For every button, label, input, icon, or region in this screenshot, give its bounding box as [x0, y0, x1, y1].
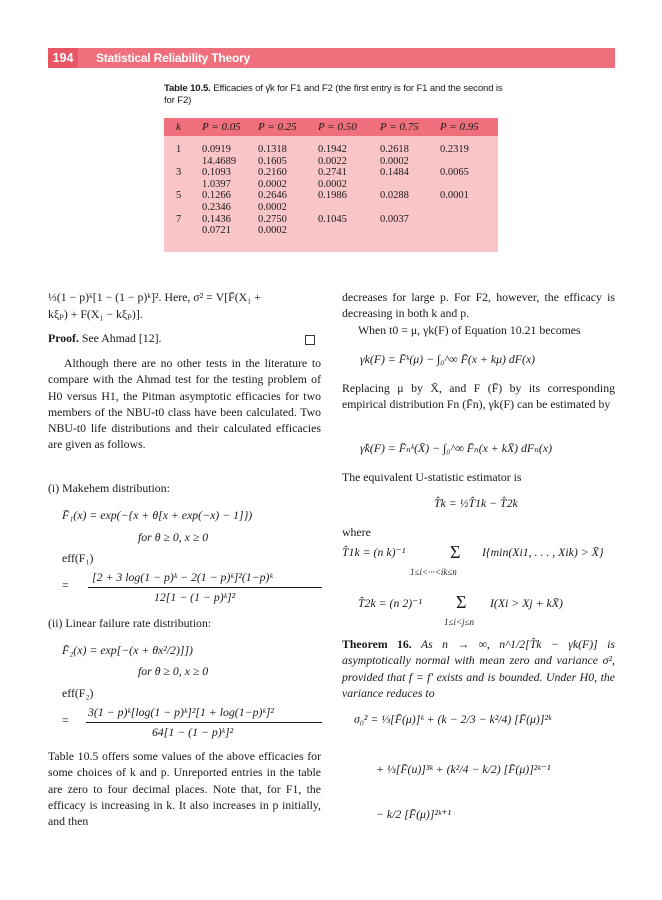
table-cell: 0.1093 [202, 167, 231, 179]
equation-gamma-hat-lhs: γ̂k(F) = [360, 441, 399, 455]
table-cell: 0.1318 [258, 144, 287, 155]
equation-gamma [360, 352, 535, 367]
table-cell: 0.0065 [440, 167, 469, 179]
table-cell: 14.4689 [202, 155, 237, 167]
left-paragraph-2: Table 10.5 offers some values of the above efficacies for some choices of k and p. Unreported entries in the table are zero to four decimal places. Note that, for F1, the efficacy is increasing in k. It also increases in p initially, and then [48, 749, 321, 829]
qed-box-icon [305, 335, 315, 345]
item1-numerator: [2 + 3 log(1 − p)ᵏ − 2(1 − p)ᵏ]²(1−p)ᵏ [92, 570, 273, 584]
table-cell: 0.0001 [440, 190, 469, 202]
table-cell: 0.1484 [380, 167, 409, 179]
table-cell-k: 5 [176, 190, 182, 202]
table-cell: 1.0397 [202, 178, 231, 190]
table-cell-k: 3 [176, 167, 182, 179]
table-column-header: k [176, 121, 181, 133]
right-paragraph-1: decreases for large p. For F2, however, the efficacy is decreasing in both k and p. [342, 290, 615, 321]
left-top-equation-line2: kξₚ) + F(X₁ − kξₚ)]. [48, 307, 143, 321]
item2-equation: F̄₂(x) = exp[−(x + θx²/2)]]) [62, 643, 193, 657]
equation-T1k-rhs: I{min(Xi1, . . . , Xik) > X̄} [482, 545, 604, 559]
item1-denominator: 12[1 − (1 − p)ᵏ]² [154, 590, 236, 604]
variance-line-3: − k/2 [F̄(μ)]²ᵏ⁺¹ [376, 807, 452, 821]
table-cell: 0.1605 [258, 155, 287, 167]
variance-line-2: + ⅓[F̄(u)]³ᵏ + (k²/4 − k/2) [F̄(μ)]²ᵏ⁻¹ [376, 762, 551, 776]
table-cell-k: 1 [176, 144, 182, 155]
item2-numerator: 3(1 − p)ᵏ[log(1 − p)ᵏ]²[1 + log(1−p)ᵏ]² [88, 705, 274, 719]
equation-T2k-sub: 1≤i<j≤n [444, 617, 474, 627]
item2-condition: for θ ≥ 0, x ≥ 0 [138, 664, 209, 678]
table-column-header: P = 0.25 [258, 121, 297, 133]
table-column-header: P = 0.50 [318, 121, 357, 133]
table-cell: 0.0002 [258, 225, 287, 237]
table-cell: 0.2618 [380, 144, 409, 155]
table-cell: 0.0037 [380, 213, 409, 225]
table-column-header: P = 0.95 [440, 121, 479, 133]
table-cell: 0.2160 [258, 167, 287, 179]
equation-T2k-sum-icon: Σ [456, 592, 467, 612]
table-caption-text: Efficacies of γ̂k for F1 and F2 (the first entry is for F1 and the second is for F2) [164, 83, 503, 106]
left-paragraph-1: Although there are no other tests in the literature to compare with the Ahmad test for the testing problem of H0 versus H1, the Pitman asymptotic efficacies for two members of the NBU-t0 class have been calculated. Two NBU-t0 life distributions and their calculated efficacies are given as follows. [48, 356, 321, 452]
equation-Tk: T̂k = ½T̂1k − T̂2k [434, 496, 518, 510]
equation-T1k-lhs: T̂1k = (n k)⁻¹ [342, 545, 406, 559]
table-cell: 0.0002 [380, 155, 409, 167]
proof-label: Proof. [48, 331, 79, 345]
item1-title: (i) Makehem distribution: [48, 481, 170, 495]
table-cell: 0.2319 [440, 144, 469, 155]
item1-equals: = [62, 578, 69, 592]
variance-line-1: σ₀² = ⅓[F̄(μ)]ᵏ + (k − 2/3 − k²/4) [F̄(μ)]²ᵏ [354, 712, 552, 726]
theorem-text: As n → ∞, n^1/2[T̂k − γk(F)] is asymptotically normal with mean zero and variance σ², provided that f = f′ exists and is bounded. Under H0, the variance reduces to [342, 637, 615, 700]
table-cell: 0.0288 [380, 190, 409, 202]
table-cell: 0.0721 [202, 225, 231, 237]
item2-title: (ii) Linear failure rate distribution: [48, 616, 212, 630]
right-paragraph-2: When t0 = μ, γk(F) of Equation 10.21 becomes [358, 323, 581, 337]
item2-fraction-bar [86, 722, 322, 723]
equation-T1k-sub: 1≤i<···<ik≤n [410, 567, 457, 577]
table-cell: 0.1942 [318, 144, 347, 155]
where-label: where [342, 525, 371, 539]
item1-eff-label: eff(F₁) [62, 551, 94, 565]
item2-eff-label: eff(F₂) [62, 686, 94, 700]
running-title: Statistical Reliability Theory [96, 51, 251, 65]
table-column-header: P = 0.75 [380, 121, 419, 133]
table-cell: 0.1436 [202, 213, 231, 225]
table-cell: 0.0002 [318, 178, 347, 190]
table-cell: 0.0919 [202, 144, 231, 155]
item2-denominator: 64[1 − (1 − p)ᵏ]² [152, 725, 234, 739]
equation-T2k-rhs: I(Xi > Xj + kX̄) [490, 596, 563, 610]
running-header [48, 48, 615, 68]
table-cell: 0.2750 [258, 213, 287, 225]
right-paragraph-4: The equivalent U-statistic estimator is [342, 470, 522, 484]
proof-text: See Ahmad [12]. [81, 331, 162, 345]
table-cell: 0.2346 [202, 202, 231, 213]
table-cell-k: 7 [176, 213, 182, 225]
page-number: 194 [48, 48, 78, 68]
item1-fraction-bar [88, 587, 322, 588]
table-column-header: P = 0.05 [202, 121, 241, 133]
right-paragraph-3: Replacing μ by X̄, and F (F̄) by its corresponding empirical distribution Fn (F̄n), γk(F) can be estimated by [342, 381, 615, 412]
equation-gamma-hat-rhs: F̄ₙᵏ(X̄) − ∫₀^∞ F̄ₙ(x + kX̄) dFₙ(x) [398, 441, 553, 455]
theorem-16 [342, 636, 615, 701]
left-top-equation-line1: ⅓(1 − p)ᵏ[1 − (1 − p)ᵏ]². Here, σ² = V[F̄(X₁ + [48, 290, 261, 304]
theorem-label: Theorem 16. [342, 637, 412, 651]
table-caption-label: Table 10.5. [164, 83, 211, 94]
equation-gamma-hat [360, 441, 552, 456]
equation-T2k-lhs: T̂2k = (n 2)⁻¹ [358, 596, 422, 610]
table-cell: 0.1986 [318, 190, 347, 202]
table-cell: 0.0002 [258, 178, 287, 190]
table-cell: 0.2741 [318, 167, 347, 179]
table-cell: 0.1045 [318, 213, 347, 225]
equation-gamma-lhs: γk(F) = [360, 352, 399, 366]
item1-condition: for θ ≥ 0, x ≥ 0 [138, 530, 209, 544]
table-caption [164, 83, 509, 107]
table-cell: 0.0002 [258, 202, 287, 213]
equation-gamma-rhs: F̄ᵏ(μ) − ∫₀^∞ F̄(x + kμ) dF(x) [398, 352, 536, 366]
proof-line [48, 331, 161, 346]
table-cell: 0.2646 [258, 190, 287, 202]
item1-equation: F̄₁(x) = exp(−{x + θ[x + exp(−x) − 1]}) [62, 508, 253, 522]
equation-T1k-sum-icon: Σ [450, 542, 461, 562]
item2-equals: = [62, 713, 69, 727]
table-cell: 0.1266 [202, 190, 231, 202]
table-cell: 0.0022 [318, 155, 347, 167]
